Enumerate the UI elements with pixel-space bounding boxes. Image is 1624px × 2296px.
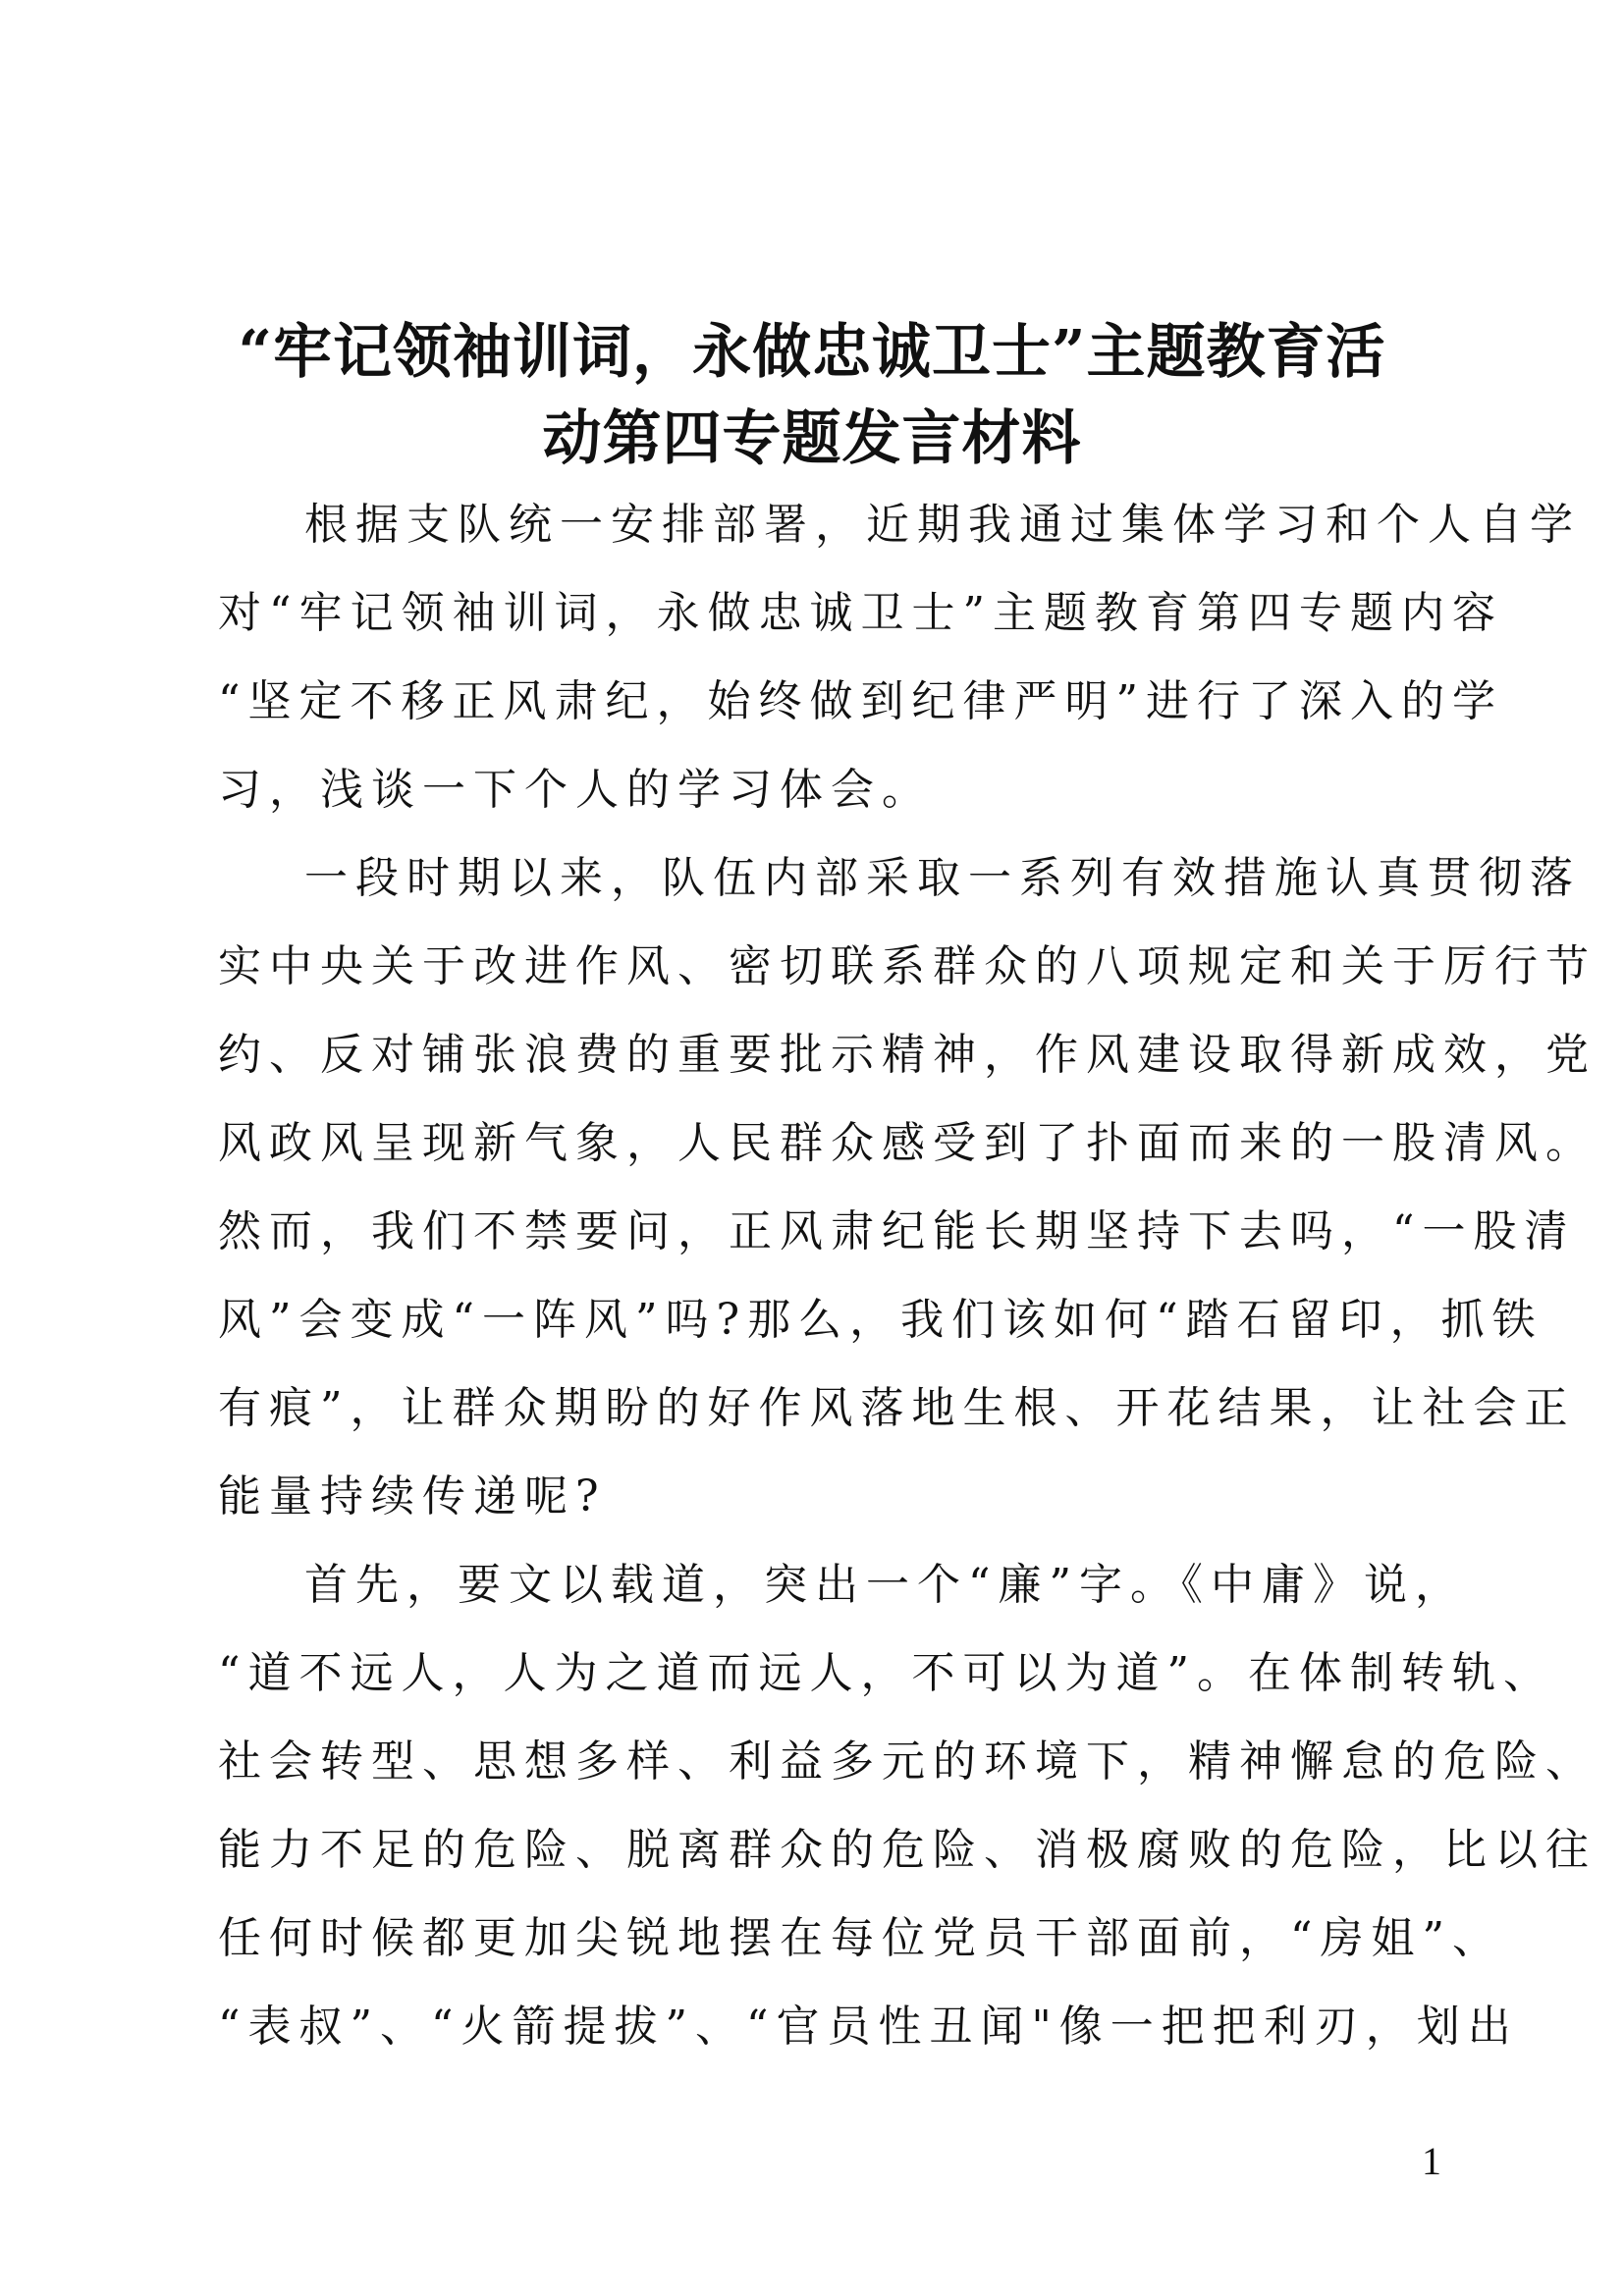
paragraph-line: 一段时期以来，队伍内部采取一系列有效措施认真贯彻落 [304,853,1581,903]
page-number: 1 [1422,2139,1441,2183]
paragraph-line: “道不远人，人为之道而远人，不可以为道”。在体制转轨、 [218,1648,1554,1698]
paragraph-2 [218,834,1597,1541]
paragraph-line: 约、反对铺张浪费的重要批示精神，作风建设取得新成效，党 [218,1030,1597,1080]
paragraph-line: 任何时候都更加尖锐地摆在每位党员干部面前，“房姐”、 [218,1913,1503,1963]
title-line: 动第四专题发言材料 [542,404,1082,473]
document-title [196,309,1428,482]
paragraph-line: “表叔”、“火箭提拔”、“官员性丑闻"像一把把利刃，划出 [218,2002,1519,2052]
paragraph-line: 风政风呈现新气象，人民群众感受到了扑面而来的一股清风。 [218,1118,1597,1168]
paragraph-line: 风”会变成“一阵风”吗?那么，我们该如何“踏石留印，抓铁 [218,1295,1543,1345]
paragraph-line: 根据支队统一安排部署，近期我通过集体学习和个人自学 [304,500,1581,550]
paragraph-line: 对“牢记领袖训词，永做忠诚卫士”主题教育第四专题内容 [218,588,1503,638]
paragraph-line: 能量持续传递呢? [218,1471,607,1522]
paragraph-3 [218,1541,1597,2071]
paragraph-line: 有痕”，让群众期盼的好作风落地生根、开花结果，让社会正 [218,1383,1576,1433]
document-body [218,481,1597,2071]
paragraph-line: 首先，要文以载道，突出一个“廉”字。《中庸》说， [304,1560,1466,1610]
paragraph-line: 习，浅谈一下个人的学习体会。 [218,765,933,815]
paragraph-line: 然而，我们不禁要问，正风肃纪能长期坚持下去吗，“一股清 [218,1206,1576,1256]
paragraph-line: 社会转型、思想多样、利益多元的环境下，精神懈怠的危险、 [218,1736,1597,1787]
paragraph-line: 实中央关于改进作风、密切联系群众的八项规定和关于厉行节 [218,941,1597,991]
paragraph-line: “坚定不移正风肃纪，始终做到纪律严明”进行了深入的学 [218,676,1503,726]
paragraph-line: 能力不足的危险、脱离群众的危险、消极腐败的危险，比以往 [218,1825,1597,1875]
paragraph-1 [218,481,1581,834]
title-line: “牢记领袖训词，永做忠诚卫士”主题教育活 [238,318,1386,387]
